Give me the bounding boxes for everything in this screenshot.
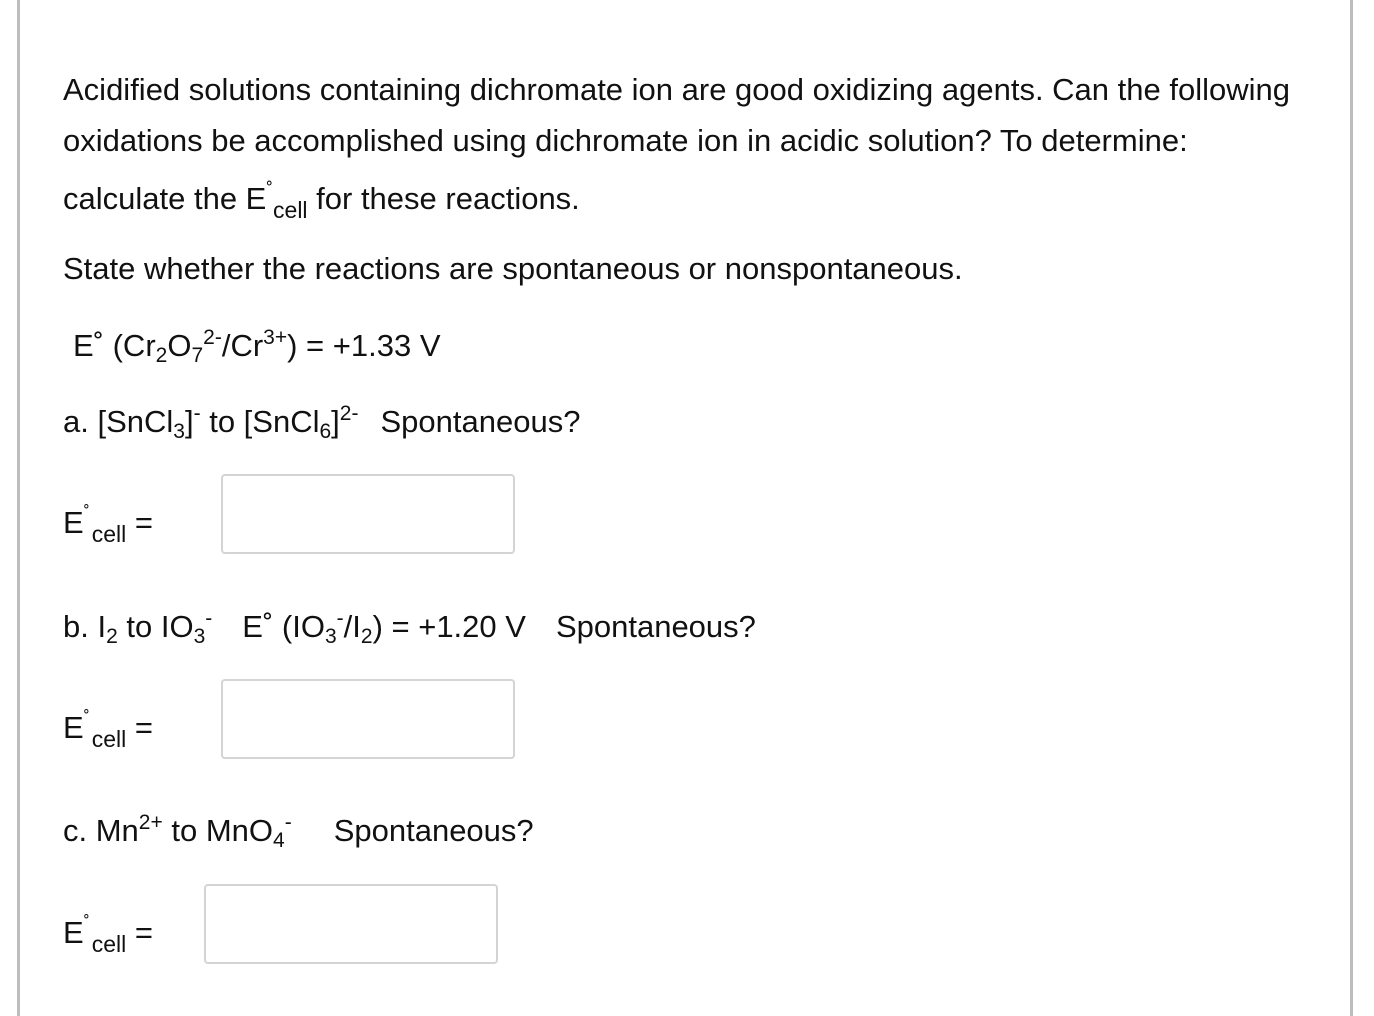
- intro-paragraph: [63, 64, 1313, 236]
- ecell-b-eq: =: [126, 710, 153, 745]
- ref-value: ) = +1.33 V: [287, 328, 441, 363]
- qb-sup1: -: [205, 607, 213, 630]
- qb-mid4: ) = +1.20 V: [372, 609, 526, 644]
- ecell-label-a: [63, 503, 153, 548]
- qb-sub3: 3: [324, 625, 337, 648]
- ref-sub1: 2: [155, 344, 168, 367]
- qa-spontaneous-label: Spontaneous?: [380, 404, 581, 439]
- ecell-a-sub: cell: [91, 521, 127, 547]
- qb-spontaneous-label: Spontaneous?: [555, 609, 756, 644]
- ecell-b-e: E: [63, 710, 84, 745]
- qc-letter: c. Mn: [63, 813, 139, 848]
- ecell-answer-input-b[interactable]: [221, 679, 515, 759]
- ecell-a-e: E: [63, 505, 84, 540]
- qb-sub2: 3: [193, 625, 206, 648]
- qc-sup2: -: [284, 811, 292, 834]
- qb-sup2: -: [336, 607, 344, 630]
- state-line: State whether the reactions are spontaneous or nonspontaneous.: [63, 251, 963, 286]
- qc-mid1: to MnO: [162, 813, 274, 848]
- ecell-a-deg: ˚: [83, 503, 90, 523]
- intro-text: Acidified solutions containing dichromate ion are good oxidizing agents. Can the following oxidations be accomplished using dichromate ion in acidic solution? To determine: calculate the E: [63, 72, 1290, 216]
- ecell-b-deg: ˚: [83, 708, 90, 728]
- qa-sub1: 3: [173, 420, 185, 443]
- ref-o: O: [167, 328, 192, 363]
- qc-sub1: 4: [273, 829, 285, 852]
- intro-degree: ˚: [266, 180, 274, 202]
- ref-label: E˚ (Cr: [73, 328, 156, 363]
- qb-mid3: /I: [343, 609, 361, 644]
- ecell-answer-input-a[interactable]: [221, 474, 515, 554]
- ecell-label-c: [63, 913, 153, 958]
- question-c: [63, 811, 534, 852]
- ecell-label-b: [63, 708, 153, 753]
- reference-potential: [73, 326, 441, 367]
- ref-sup2: 3+: [263, 326, 288, 349]
- ecell-c-e: E: [63, 915, 84, 950]
- qa-sup1: -: [193, 402, 201, 425]
- ecell-c-deg: ˚: [83, 913, 90, 933]
- qb-mid1: to IO: [117, 609, 194, 644]
- qa-mid3: ]: [331, 404, 340, 439]
- question-a: [63, 402, 581, 443]
- qb-mid2: E˚ (IO: [242, 609, 325, 644]
- qa-mid2: to [SnCl: [200, 404, 320, 439]
- intro-text-after: for these reactions.: [307, 181, 580, 216]
- qb-sub4: 2: [360, 625, 373, 648]
- ecell-c-eq: =: [126, 915, 153, 950]
- qa-mid1: ]: [184, 404, 194, 439]
- ecell-b-sub: cell: [91, 726, 127, 752]
- ecell-answer-input-c[interactable]: [204, 884, 498, 964]
- qc-spontaneous-label: Spontaneous?: [333, 813, 534, 848]
- ref-sub2: 7: [191, 344, 204, 367]
- qa-sub2: 6: [319, 420, 332, 443]
- question-b: [63, 607, 756, 648]
- ref-sup1: 2-: [203, 326, 222, 349]
- qb-letter: b. I: [63, 609, 107, 644]
- qa-sup2: 2-: [339, 402, 359, 425]
- ref-slash: /Cr: [221, 328, 264, 363]
- qc-sup1: 2+: [138, 811, 163, 834]
- ecell-c-sub: cell: [91, 931, 127, 957]
- qb-sub1: 2: [106, 625, 118, 648]
- qa-letter: a. [SnCl: [63, 404, 174, 439]
- intro-cell-sub: cell: [273, 197, 308, 223]
- ecell-a-eq: =: [126, 505, 153, 540]
